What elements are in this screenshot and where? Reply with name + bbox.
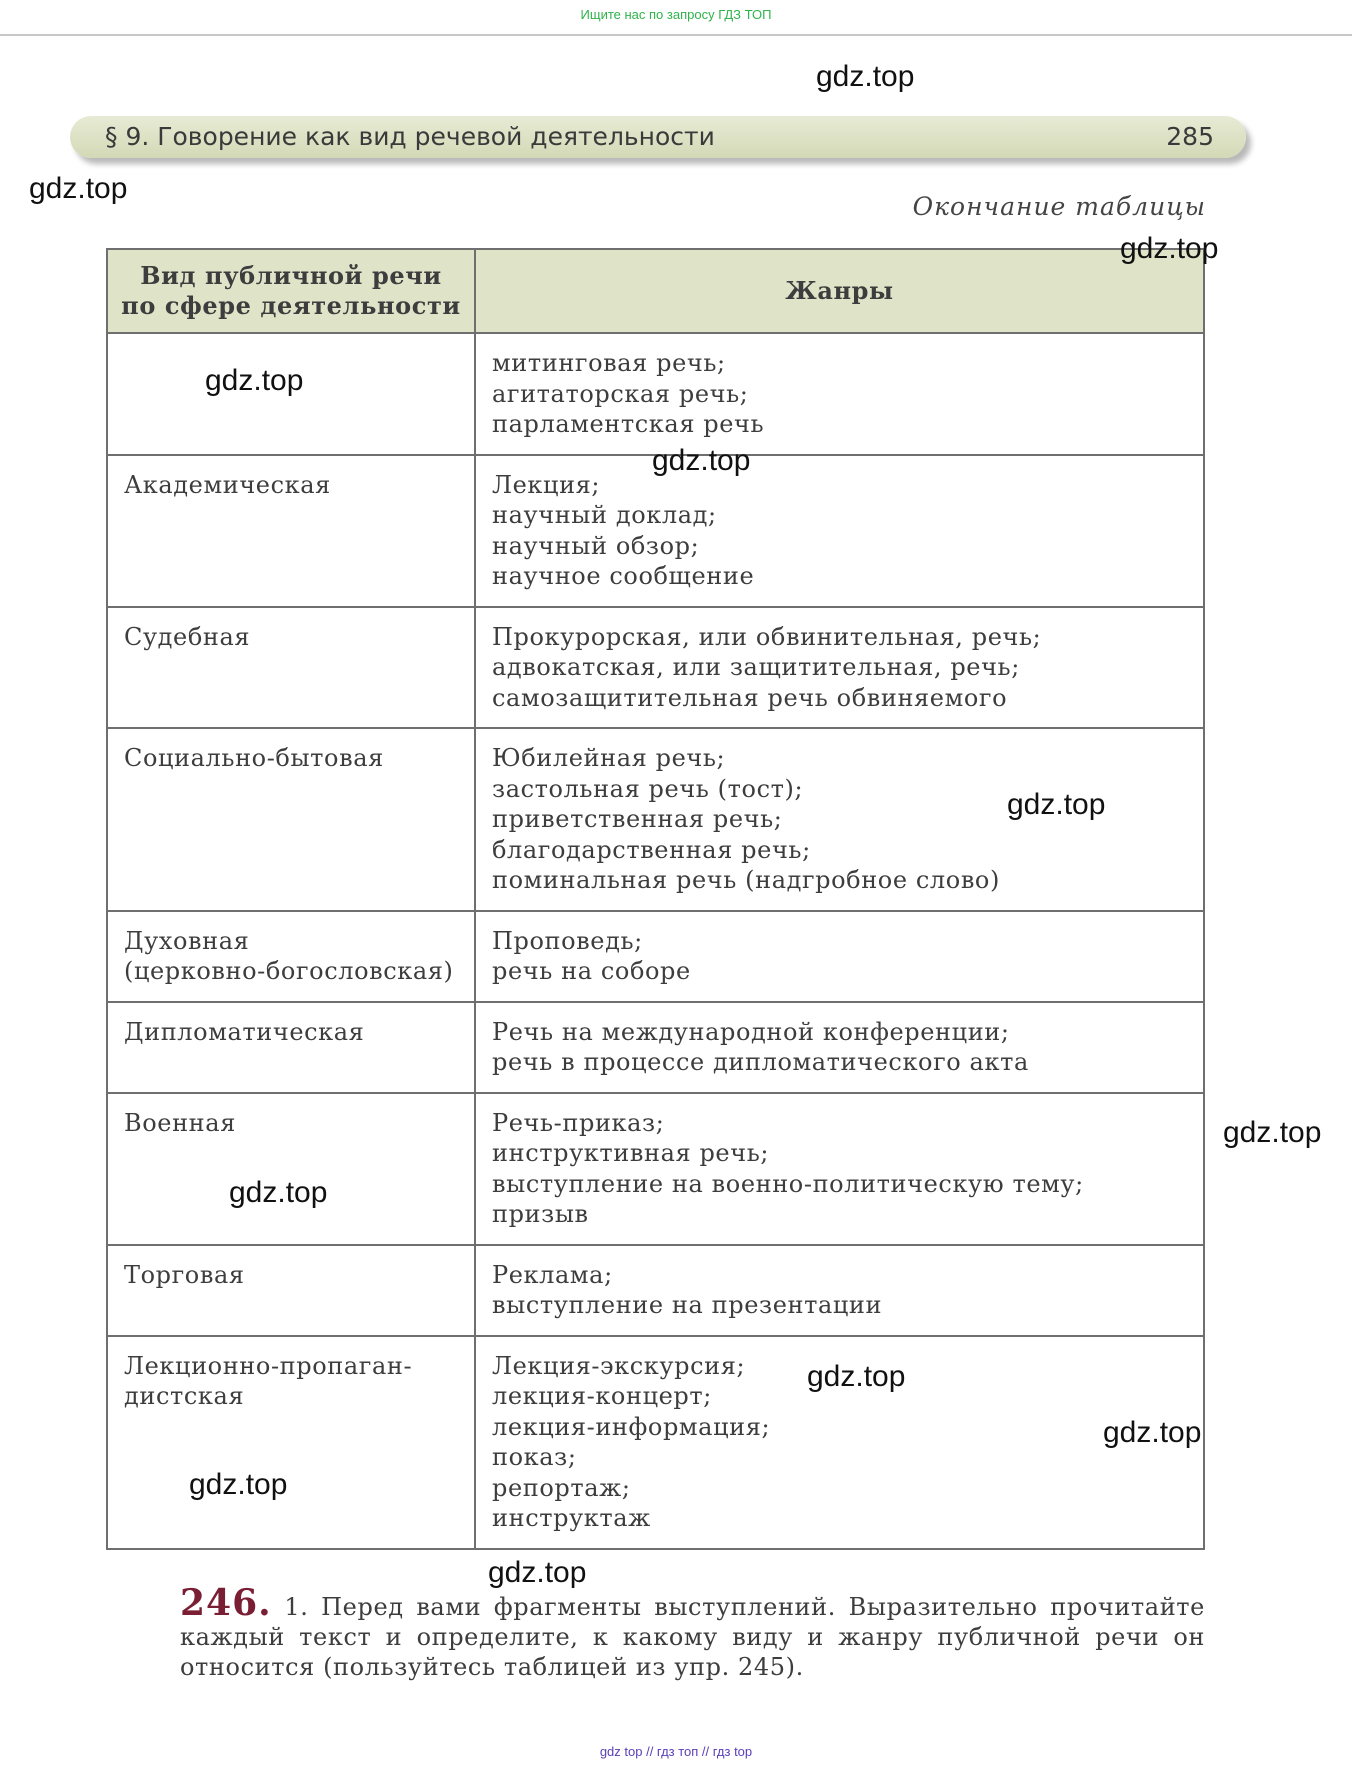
exercise-text: 1. Перед вами фрагменты выступлений. Выразительно прочитайте каждый текст и определите, к какому виду и жанру публичной речи он относится (пользуйтесь таблицей из упр. 245). [180,1593,1205,1681]
speech-kind-line: дистская [124,1382,245,1410]
speech-kind-line: Военная [124,1108,236,1137]
header-genres: Жанры [475,249,1204,333]
watermark: gdz.top [1103,1416,1202,1449]
watermark: gdz.top [29,172,128,205]
genre-item: научный доклад; [492,501,717,529]
header-kind [107,249,475,333]
genre-item: агитаторская речь; [492,379,749,408]
genre-item: инструктивная речь; [492,1139,770,1167]
genre-item: призыв [492,1200,589,1228]
speech-kind-cell [107,1002,475,1093]
watermark: gdz.top [189,1468,288,1501]
genre-item: показ; [492,1443,577,1471]
watermark: gdz.top [488,1556,587,1589]
speech-kind-line: Судебная [124,622,251,651]
table-caption: Окончание таблицы [912,192,1206,221]
genre-item: выступление на презентации [492,1291,883,1319]
table-row [107,911,1204,1002]
watermark: gdz.top [229,1176,328,1209]
top-banner-text: Ищите нас по запросу ГДЗ ТОП [580,7,772,22]
watermark: gdz.top [816,60,915,93]
genre-item: репортаж; [492,1473,631,1502]
speech-kind-cell [107,1336,475,1549]
genre-item: застольная речь (тост); [492,774,804,803]
watermark: gdz.top [1120,232,1219,265]
genre-item: инструктаж [492,1504,651,1532]
speech-kind-line: Дипломатическая [124,1017,365,1046]
genre-item: выступление на военно-политическую тему; [492,1169,1084,1198]
watermark: gdz.top [205,364,304,397]
exercise-number: 246. [180,1582,272,1624]
speech-kind-line: Академическая [124,470,331,499]
speech-kind-line: Лекционно-пропаган- [124,1351,413,1380]
genre-item: самозащитительная речь обвиняемого [492,683,1008,712]
genres-cell [475,455,1204,607]
genre-item: благодарственная речь; [492,835,811,864]
watermark: gdz.top [1223,1116,1322,1149]
table-header-row [107,249,1204,333]
speech-kind-cell [107,1245,475,1336]
speech-kind-cell [107,728,475,911]
exercise-246 [180,1582,1205,1682]
speech-kind-line: Духовная [124,926,250,955]
watermark: gdz.top [1007,788,1106,821]
speech-kind-line: Торговая [124,1260,245,1289]
page-number: 285 [1166,122,1214,151]
watermark: gdz.top [652,444,751,477]
genres-cell [475,1245,1204,1336]
genre-item: Прокурорская, или обвинительная, речь; [492,622,1042,651]
speech-kind-line: (церковно-богословская) [124,957,454,985]
table-row [107,1002,1204,1093]
genres-cell [475,607,1204,729]
genre-item: Речь на международной конференции; [492,1017,1010,1046]
genre-item: речь на соборе [492,957,691,985]
genre-item: приветственная речь; [492,805,783,833]
genre-item: Речь-приказ; [492,1108,665,1137]
table-row [107,1245,1204,1336]
speech-kind-cell [107,911,475,1002]
header-kind-line1: Вид публичной речи [140,261,442,290]
speech-kind-cell [107,455,475,607]
speech-kind-cell [107,607,475,729]
genre-item: Проповедь; [492,926,643,955]
genre-item: научное сообщение [492,562,755,590]
genres-cell [475,1093,1204,1245]
header-kind-line2: по сфере деятельности [121,291,461,320]
genre-item: митинговая речь; [492,349,726,377]
table-row [107,1093,1204,1245]
section-header [70,116,1246,158]
genre-item: парламентская речь [492,410,765,438]
genre-item: поминальная речь (надгробное слово) [492,866,1000,894]
footer-links: gdz top // гдз топ // гдз top [599,1744,753,1759]
genres-cell [475,1002,1204,1093]
watermark: gdz.top [807,1360,906,1393]
genre-item: лекция-информация; [492,1412,771,1441]
genre-item: адвокатская, или защитительная, речь; [492,653,1020,681]
genre-item: речь в процессе дипломатического акта [492,1048,1029,1076]
genre-item: Юбилейная речь; [492,744,726,772]
genres-cell [475,911,1204,1002]
genres-cell [475,333,1204,455]
top-banner [0,0,1352,36]
genre-item: Лекция; [492,470,601,499]
table-row [107,607,1204,729]
section-title: § 9. Говорение как вид речевой деятельности [105,122,715,151]
table-row [107,1336,1204,1549]
speech-kind-line: Социально-бытовая [124,744,384,772]
genre-item: Лекция-экскурсия; [492,1351,746,1380]
genre-item: научный обзор; [492,531,700,560]
speech-kind-cell [107,1093,475,1245]
genre-item: лекция-концерт; [492,1382,712,1410]
genre-item: Реклама; [492,1260,613,1289]
